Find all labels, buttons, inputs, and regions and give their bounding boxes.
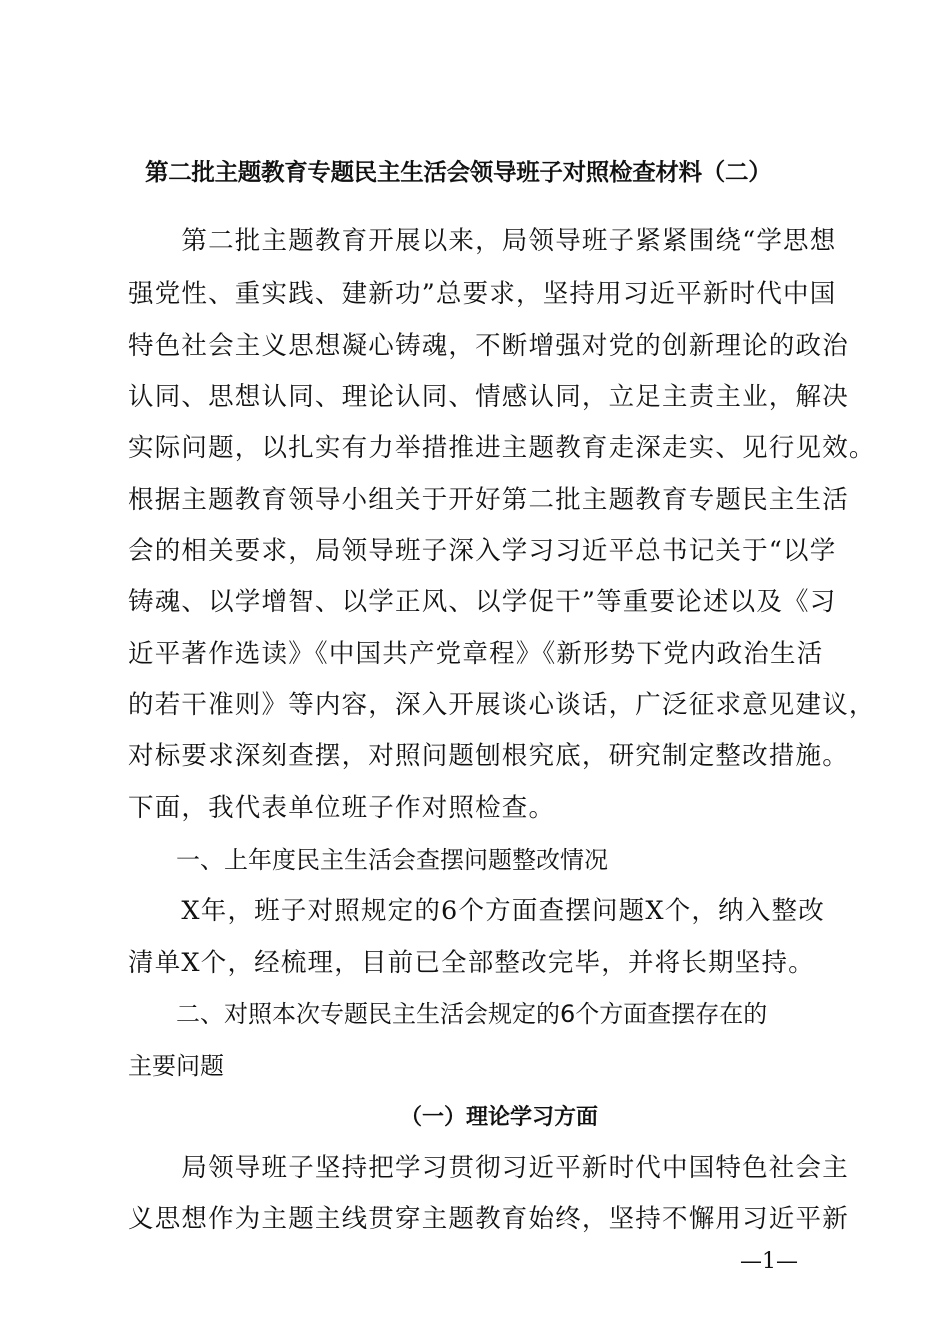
paragraph-line: 根据主题教育领导小组关于开好第二批主题教育专题民主生活 [128,485,849,515]
paragraph-line: 铸魂、以学增智、以学正风、以学促干”等重要论述以及《习 [128,587,837,617]
section-heading-2: 二、对照本次专题民主生活会规定的6个方面查摆存在的 [128,1000,768,1028]
paragraph-line: 特色社会主义思想凝心铸魂，不断增强对党的创新理论的政治 [128,331,849,361]
paragraph-line: 第二批主题教育开展以来，局领导班子紧紧围绕“学思想 [128,226,837,256]
paragraph-line: 强党性、重实践、建新功”总要求，坚持用习近平新时代中国 [128,279,837,309]
section-heading-1: 一、上年度民主生活会查摆问题整改情况 [128,846,608,874]
page-number: —1— [740,1249,798,1274]
paragraph-line: 会的相关要求，局领导班子深入学习习近平总书记关于“以学 [128,536,837,566]
paragraph-line: 对标要求深刻查摆，对照问题刨根究底，研究制定整改措施。 [128,741,849,771]
paragraph-line: 的若干准则》等内容，深入开展谈心谈话，广泛征求意见建议， [128,690,876,720]
subsection-heading: （一）理论学习方面 [400,1104,599,1130]
paragraph-line: X年，班子对照规定的6个方面查摆问题X个，纳入整改 [128,896,825,926]
paragraph-line: 认同、思想认同、理论认同、情感认同，立足主责主业，解决 [128,382,849,412]
document-title: 第二批主题教育专题民主生活会领导班子对照检查材料（二） [145,158,772,186]
paragraph-line: 实际问题，以扎实有力举措推进主题教育走深走实、见行见效。 [128,433,876,463]
paragraph-line: 义思想作为主题主线贯穿主题教育始终，坚持不懈用习近平新 [128,1204,849,1234]
paragraph-line: 下面，我代表单位班子作对照检查。 [128,793,556,823]
section-heading-2-cont: 主要问题 [128,1052,224,1080]
paragraph-line: 近平著作选读》《中国共产党章程》《新形势下党内政治生活 [128,639,824,669]
paragraph-line: 清单X个，经梳理，目前已全部整改完毕，并将长期坚持。 [128,948,815,978]
paragraph-line: 局领导班子坚持把学习贯彻习近平新时代中国特色社会主 [128,1153,849,1183]
